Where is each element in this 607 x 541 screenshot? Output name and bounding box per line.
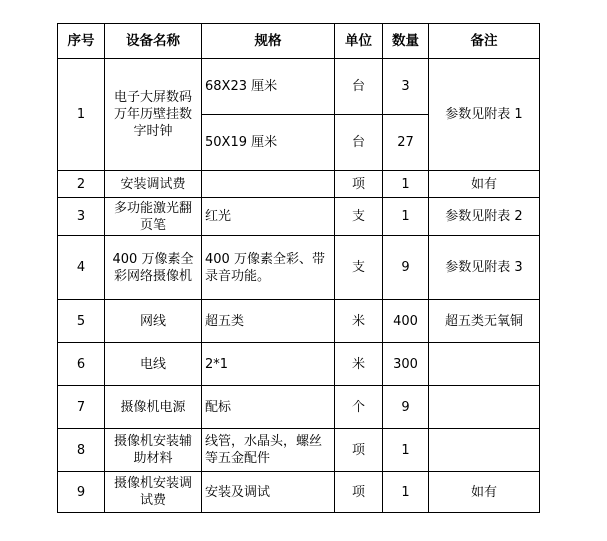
cell-remark: 如有 — [429, 472, 540, 513]
cell-name: 摄像机安装调试费 — [105, 472, 202, 513]
cell-seq: 9 — [58, 472, 105, 513]
cell-name: 网线 — [105, 300, 202, 343]
cell-seq: 7 — [58, 386, 105, 429]
cell-spec: 2*1 — [202, 343, 335, 386]
cell-name: 多功能激光翻页笔 — [105, 198, 202, 236]
cell-qty: 9 — [383, 386, 429, 429]
cell-seq: 3 — [58, 198, 105, 236]
cell-unit: 台 — [335, 115, 383, 171]
header-unit: 单位 — [335, 24, 383, 59]
header-remark: 备注 — [429, 24, 540, 59]
cell-qty: 400 — [383, 300, 429, 343]
cell-name: 电子大屏数码万年历壁挂数字时钟 — [105, 59, 202, 171]
cell-seq: 8 — [58, 429, 105, 472]
cell-qty: 1 — [383, 429, 429, 472]
cell-name: 电线 — [105, 343, 202, 386]
cell-seq: 5 — [58, 300, 105, 343]
table-row — [58, 386, 540, 429]
table-row — [58, 59, 540, 115]
cell-unit: 项 — [335, 472, 383, 513]
table-row — [58, 429, 540, 472]
cell-spec: 安装及调试 — [202, 472, 335, 513]
cell-seq: 1 — [58, 59, 105, 171]
cell-unit: 个 — [335, 386, 383, 429]
cell-qty: 9 — [383, 236, 429, 300]
cell-remark — [429, 386, 540, 429]
cell-spec: 线管，水晶头，螺丝等五金配件 — [202, 429, 335, 472]
cell-remark — [429, 429, 540, 472]
cell-unit: 项 — [335, 171, 383, 198]
table-row — [58, 300, 540, 343]
cell-spec — [202, 171, 335, 198]
cell-seq: 4 — [58, 236, 105, 300]
table-row — [58, 198, 540, 236]
cell-unit: 米 — [335, 343, 383, 386]
cell-qty: 1 — [383, 472, 429, 513]
table-row — [58, 343, 540, 386]
cell-remark: 参数见附表 2 — [429, 198, 540, 236]
equipment-table — [57, 23, 540, 513]
cell-qty: 27 — [383, 115, 429, 171]
header-row — [58, 24, 540, 59]
cell-name: 摄像机安装辅助材料 — [105, 429, 202, 472]
cell-remark: 如有 — [429, 171, 540, 198]
cell-spec: 配标 — [202, 386, 335, 429]
cell-name: 安装调试费 — [105, 171, 202, 198]
cell-unit: 台 — [335, 59, 383, 115]
cell-qty: 1 — [383, 171, 429, 198]
header-qty: 数量 — [383, 24, 429, 59]
table-row — [58, 171, 540, 198]
cell-name: 摄像机电源 — [105, 386, 202, 429]
header-seq: 序号 — [58, 24, 105, 59]
cell-name: 400 万像素全彩网络摄像机 — [105, 236, 202, 300]
cell-qty: 3 — [383, 59, 429, 115]
cell-qty: 1 — [383, 198, 429, 236]
cell-remark: 参数见附表 1 — [429, 59, 540, 171]
cell-qty: 300 — [383, 343, 429, 386]
cell-unit: 支 — [335, 236, 383, 300]
cell-remark: 超五类无氧铜 — [429, 300, 540, 343]
table-row — [58, 236, 540, 300]
cell-spec: 400 万像素全彩、带录音功能。 — [202, 236, 335, 300]
cell-remark — [429, 343, 540, 386]
cell-spec: 红光 — [202, 198, 335, 236]
cell-unit: 支 — [335, 198, 383, 236]
cell-seq: 2 — [58, 171, 105, 198]
cell-unit: 米 — [335, 300, 383, 343]
cell-spec: 68X23 厘米 — [202, 59, 335, 115]
cell-spec: 50X19 厘米 — [202, 115, 335, 171]
header-name: 设备名称 — [105, 24, 202, 59]
cell-spec: 超五类 — [202, 300, 335, 343]
cell-seq: 6 — [58, 343, 105, 386]
header-spec: 规格 — [202, 24, 335, 59]
cell-unit: 项 — [335, 429, 383, 472]
table-row — [58, 472, 540, 513]
cell-remark: 参数见附表 3 — [429, 236, 540, 300]
